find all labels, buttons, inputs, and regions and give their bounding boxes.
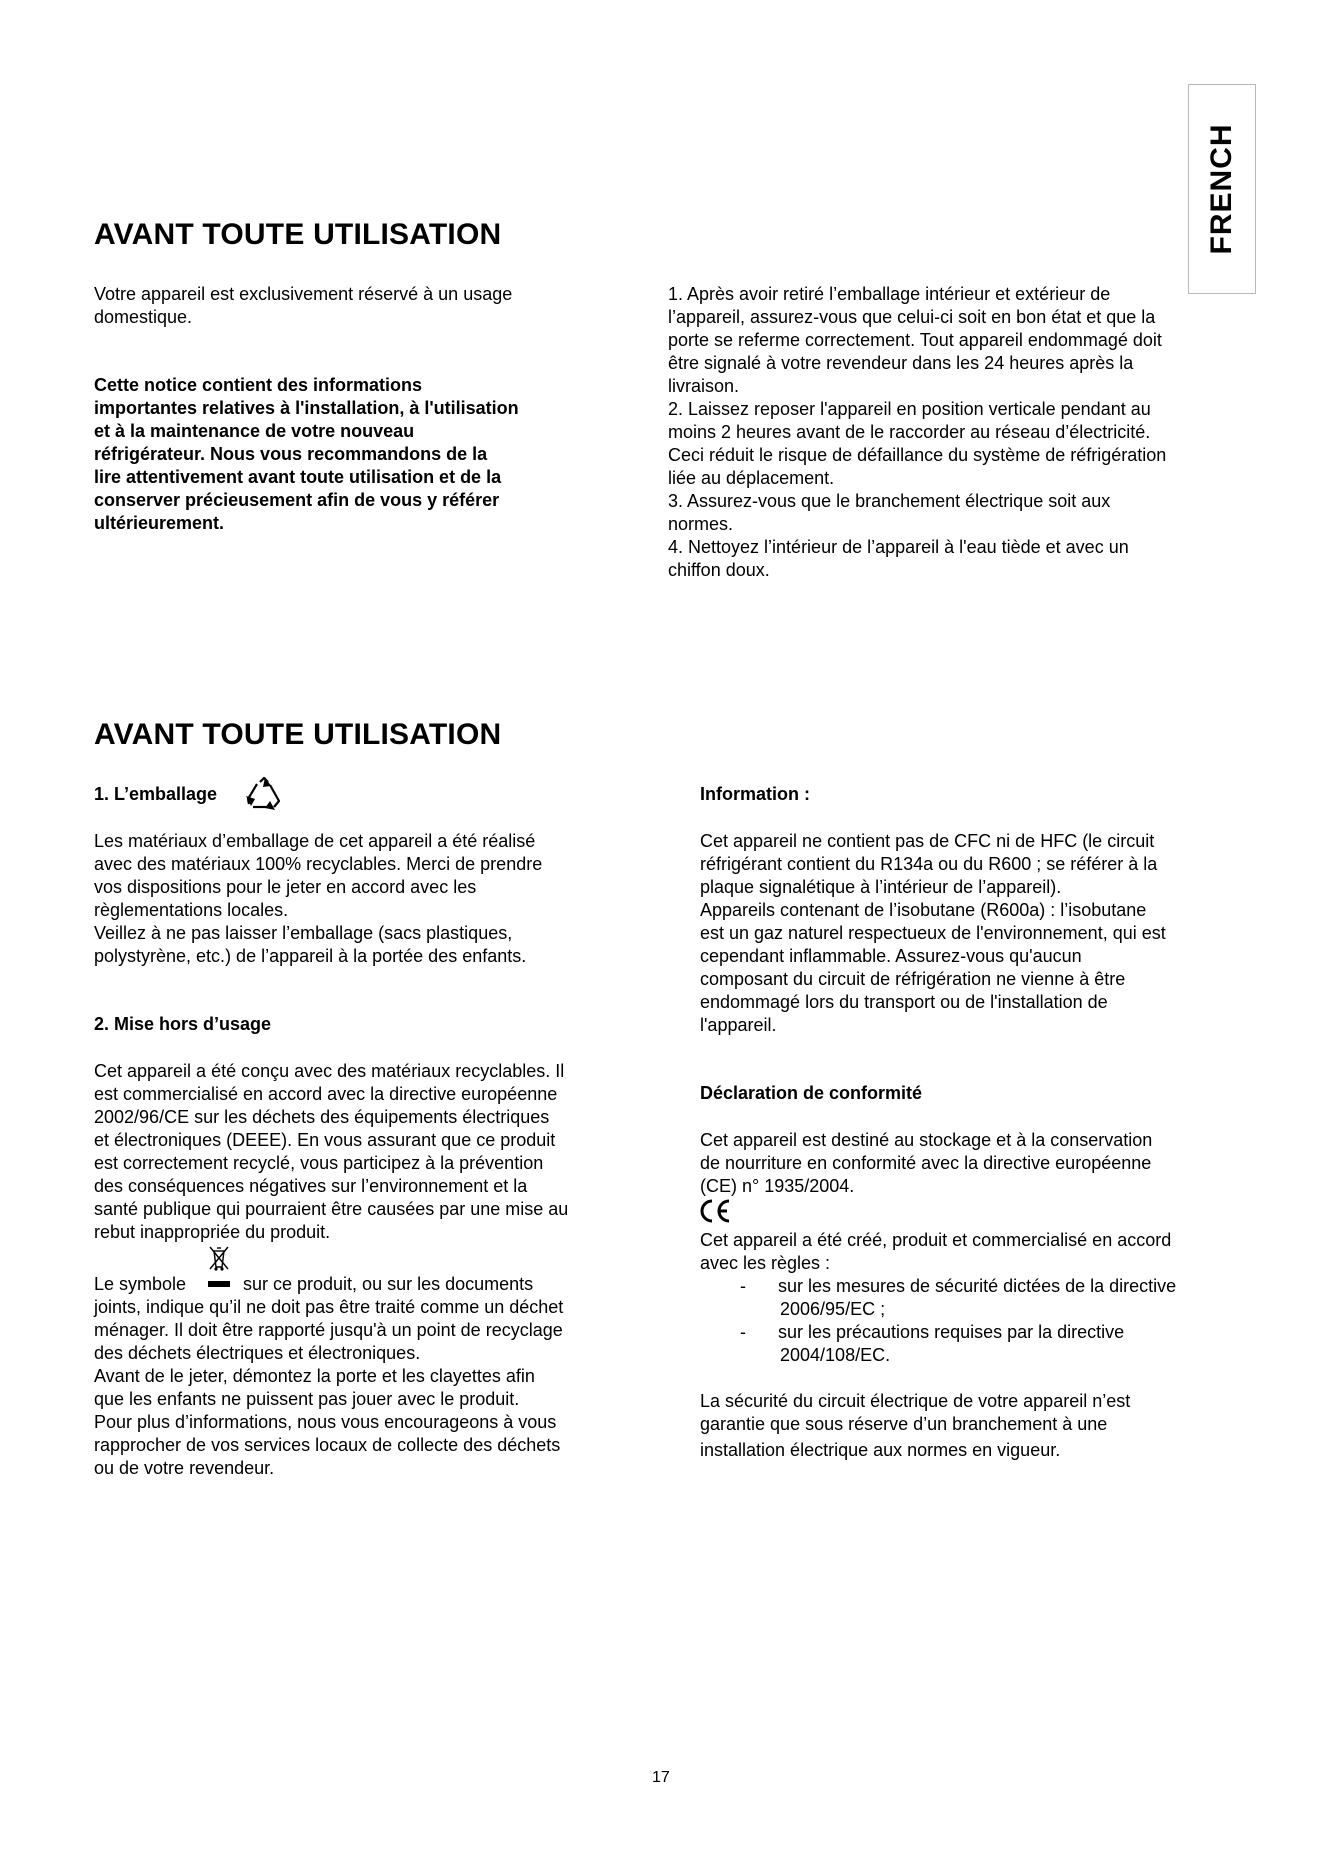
notice-line: Cette notice contient des informations xyxy=(94,375,423,395)
safety-line: La sécurité du circuit électrique de votre appareil n’est xyxy=(700,1391,1131,1411)
packaging-line: règlementations locales. xyxy=(94,900,289,920)
information-line: composant du circuit de réfrigération ne vienne à être xyxy=(700,969,1126,989)
conformity-text xyxy=(700,1129,1152,1198)
conformity-line: (CE) n° 1935/2004. xyxy=(700,1176,855,1196)
safety-line: garantie que sous réserve d’un branchement à une xyxy=(700,1414,1108,1434)
section1-steps xyxy=(668,283,1166,582)
step-line: porte se referme correctement. Tout appareil endommagé doit xyxy=(668,330,1162,350)
disposal-line: ménager. Il doit être rapporté jusqu'à un point de recyclage xyxy=(94,1320,563,1340)
intro-line: Votre appareil est exclusivement réservé à un usage xyxy=(94,284,513,304)
section1-title: AVANT TOUTE UTILISATION xyxy=(94,218,502,251)
disposal-line: rebut inappropriée du produit. xyxy=(94,1222,331,1242)
notice-line: ultérieurement. xyxy=(94,513,225,533)
information-line: est un gaz naturel respectueux de l'environnement, qui est xyxy=(700,923,1166,943)
disposal-line: et électroniques (DEEE). En vous assurant que ce produit xyxy=(94,1130,556,1150)
packaging-text xyxy=(94,830,542,968)
step-line: chiffon doux. xyxy=(668,560,770,580)
notice-line: réfrigérateur. Nous vous recommandons de la xyxy=(94,444,488,464)
section1-intro xyxy=(94,283,512,329)
disposal-line: des conséquences négatives sur l’environnement et la xyxy=(94,1176,528,1196)
information-line: cependant inflammable. Assurez-vous qu'aucun xyxy=(700,946,1082,966)
step-line: moins 2 heures avant de le raccorder au réseau d’électricité. xyxy=(668,422,1151,442)
safety-line: installation électrique aux normes en vigueur. xyxy=(700,1440,1061,1460)
step-line: 4. Nettoyez l’intérieur de l’appareil à l'eau tiède et avec un xyxy=(668,537,1129,557)
page-number: 17 xyxy=(652,1769,670,1786)
disposal-line: Avant de le jeter, démontez la porte et les clayettes afin xyxy=(94,1366,535,1386)
symbol-suffix: sur ce produit, ou sur les documents xyxy=(243,1274,534,1294)
disposal-line: Cet appareil a été conçu avec des matériaux recyclables. Il xyxy=(94,1061,565,1081)
step-line: l’appareil, assurez-vous que celui-ci soit en bon état et que la xyxy=(668,307,1156,327)
crossed-bin-icon xyxy=(206,1243,232,1293)
step-line: être signalé à votre revendeur dans les 24 heures après la xyxy=(668,353,1134,373)
symbol-prefix: Le symbole xyxy=(94,1274,187,1294)
disposal-line: santé publique qui pourraient être causées par une mise au xyxy=(94,1199,569,1219)
information-line: réfrigérant contient du R134a ou du R600 ; se référer à la xyxy=(700,854,1158,874)
step-line: normes. xyxy=(668,514,734,534)
step-line: livraison. xyxy=(668,376,740,396)
intro-line: domestique. xyxy=(94,307,193,327)
step-line: liée au déplacement. xyxy=(668,468,835,488)
disposal-line: joints, indique qu’il ne doit pas être traité comme un déchet xyxy=(94,1297,564,1317)
disposal-line: des déchets électriques et électroniques. xyxy=(94,1343,421,1363)
list-item-text: 2004/108/EC. xyxy=(780,1345,891,1365)
list-item-text: sur les précautions requises par la directive xyxy=(778,1322,1125,1342)
section2-title: AVANT TOUTE UTILISATION xyxy=(94,718,502,751)
packaging-line: Veillez à ne pas laisser l’emballage (sacs plastiques, xyxy=(94,923,513,943)
information-text xyxy=(700,830,1166,1037)
conformity-heading: Déclaration de conformité xyxy=(700,1083,923,1103)
notice-line: et à la maintenance de votre nouveau xyxy=(94,421,415,441)
step-line: 1. Après avoir retiré l’emballage intérieur et extérieur de xyxy=(668,284,1111,304)
disposal-text-2 xyxy=(94,1296,563,1480)
list-dash: - xyxy=(740,1322,746,1342)
safety-text xyxy=(700,1390,1130,1462)
disposal-line: est correctement recyclé, vous participez à la prévention xyxy=(94,1153,544,1173)
list-item-text: sur les mesures de sécurité dictées de la directive xyxy=(778,1276,1177,1296)
disposal-line: ou de votre revendeur. xyxy=(94,1458,275,1478)
list-dash: - xyxy=(740,1276,746,1296)
step-line: 2. Laissez reposer l'appareil en position verticale pendant au xyxy=(668,399,1151,419)
conformity-text-2 xyxy=(700,1229,1171,1275)
notice-line: lire attentivement avant toute utilisation et de la xyxy=(94,467,502,487)
packaging-line: Les matériaux d’emballage de cet appareil a été réalisé xyxy=(94,831,536,851)
disposal-line: rapprocher de vos services locaux de collecte des déchets xyxy=(94,1435,561,1455)
disposal-line: est commercialisé en accord avec la directive européenne xyxy=(94,1084,558,1104)
packaging-line: polystyrène, etc.) de l’appareil à la portée des enfants. xyxy=(94,946,527,966)
notice-line: conserver précieusement afin de vous y référer xyxy=(94,490,500,510)
information-line: Cet appareil ne contient pas de CFC ni de HFC (le circuit xyxy=(700,831,1155,851)
information-line: Appareils contenant de l’isobutane (R600a) : l’isobutane xyxy=(700,900,1147,920)
step-line: 3. Assurez-vous que le branchement électrique soit aux xyxy=(668,491,1111,511)
notice-line: importantes relatives à l'installation, à l'utilisation xyxy=(94,398,519,418)
language-tab-label: FRENCH xyxy=(1205,123,1238,255)
recycle-icon xyxy=(244,776,284,810)
language-tab xyxy=(1188,84,1256,294)
disposal-heading: 2. Mise hors d’usage xyxy=(94,1014,272,1034)
step-line: Ceci réduit le risque de défaillance du système de réfrigération xyxy=(668,445,1167,465)
disposal-line: 2002/96/CE sur les déchets des équipements électriques xyxy=(94,1107,550,1127)
section1-notice xyxy=(94,374,519,535)
list-item-text: 2006/95/EC ; xyxy=(780,1299,886,1319)
conformity-line: de nourriture en conformité avec la directive européenne xyxy=(700,1153,1152,1173)
conformity-line: avec les règles : xyxy=(700,1253,831,1273)
information-line: l'appareil. xyxy=(700,1015,777,1035)
disposal-line: que les enfants ne puissent pas jouer avec le produit. xyxy=(94,1389,520,1409)
ce-mark-icon xyxy=(698,1198,732,1224)
information-heading: Information : xyxy=(700,784,810,804)
disposal-line: Pour plus d’informations, nous vous encourageons à vous xyxy=(94,1412,557,1432)
packaging-heading: 1. L’emballage xyxy=(94,784,218,804)
conformity-line: Cet appareil a été créé, produit et commercialisé en accord xyxy=(700,1230,1172,1250)
disposal-text xyxy=(94,1060,568,1244)
information-line: endommagé lors du transport ou de l'installation de xyxy=(700,992,1108,1012)
packaging-line: vos dispositions pour le jeter en accord avec les xyxy=(94,877,477,897)
packaging-line: avec des matériaux 100% recyclables. Merci de prendre xyxy=(94,854,543,874)
information-line: plaque signalétique à l’intérieur de l’appareil). xyxy=(700,877,1062,897)
conformity-line: Cet appareil est destiné au stockage et à la conservation xyxy=(700,1130,1153,1150)
